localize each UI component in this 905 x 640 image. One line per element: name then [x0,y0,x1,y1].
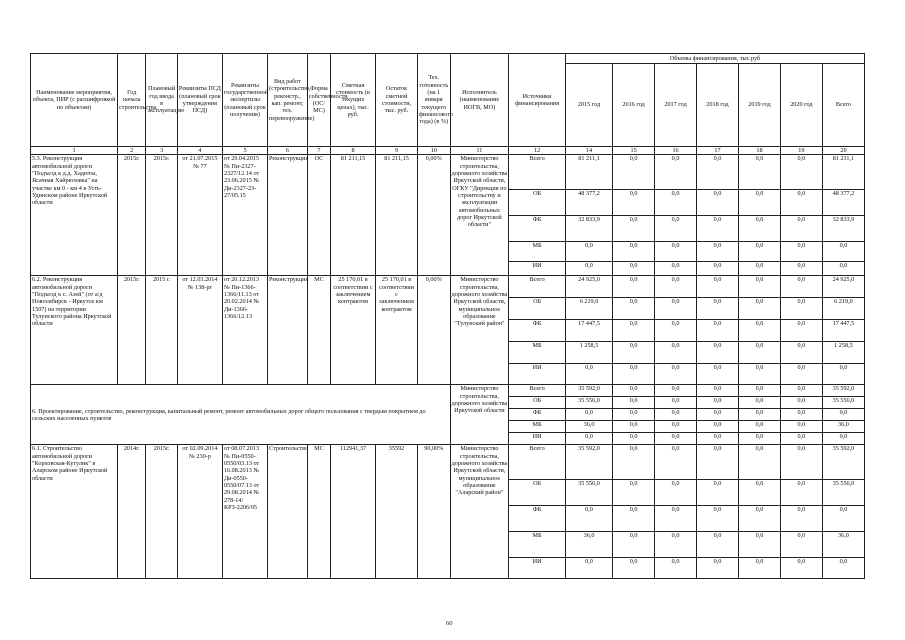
table-row [31,276,865,298]
funding-value: 1 258,5 [565,342,612,364]
funding-value: 0,0 [697,397,739,409]
funding-value: 0,0 [697,421,739,433]
funding-value: 0,0 [565,433,612,445]
funding-value: 0,0 [738,262,780,276]
funding-value: 0,0 [655,445,697,480]
funding-value: 0,0 [613,397,655,409]
funding-value: 0,0 [565,409,612,421]
funding-value: 0,0 [822,242,864,262]
header-psd: Реквизиты ПСД (плановый срок утверждения ПСД) [177,54,222,147]
funding-value: 0,0 [738,242,780,262]
funding-source: МБ [509,421,566,433]
funding-value: 6 219,0 [822,298,864,320]
column-number: 2 [118,147,146,155]
work-type: Реконструкция [268,276,308,385]
funding-value: 0,0 [738,276,780,298]
funding-value: 0,0 [697,155,739,190]
funding-value: 0,0 [613,342,655,364]
funding-source: ИИ [509,262,566,276]
funding-value: 81 211,1 [822,155,864,190]
psd-details: от 21.07.2015 № 77 [177,155,222,276]
funding-value: 0,0 [738,558,780,579]
funding-value: 0,0 [780,276,822,298]
column-number: 5 [222,147,267,155]
funding-source: Всего [509,385,566,397]
funding-value: 36,0 [822,421,864,433]
funding-source: ИИ [509,433,566,445]
funding-value: 0,0 [780,421,822,433]
column-number: 8 [330,147,375,155]
funding-value: 0,0 [780,262,822,276]
funding-value: 35 556,0 [565,480,612,506]
estimated-cost: 112941,37 [330,445,375,579]
funding-value: 0,0 [738,445,780,480]
section-row [31,385,865,397]
header-year: 2020 год [780,64,822,147]
funding-value: 0,0 [613,480,655,506]
funding-source: ФБ [509,409,566,421]
funding-value: 0,0 [738,506,780,532]
funding-value: 0,0 [613,421,655,433]
remaining-cost: 81 211,15 [376,155,418,276]
funding-value: 0,0 [655,421,697,433]
estimated-cost: 25 170,01 в соответствии с заключением контрактом [330,276,375,385]
funding-value: 0,0 [697,276,739,298]
funding-source: ФБ [509,506,566,532]
funding-source: ИИ [509,558,566,579]
funding-value: 0,0 [565,242,612,262]
funding-value: 0,0 [738,480,780,506]
header-source: Источники финансирования [509,54,566,147]
column-number: 18 [738,147,780,155]
funding-value: 36,0 [565,421,612,433]
funding-value: 35 592,0 [822,445,864,480]
header-year: Всего [822,64,864,147]
header-row [31,54,865,64]
column-number: 7 [307,147,330,155]
object-name: 5.3. Реконструкция автомобильной дороги "Подъезд к д.д. Хадюты, Ясачная Хайрюзовка" на участке км 0 - км 4 в Усть-Удинском районе Иркутской области [31,155,118,276]
section-executor: Министерство строительства, дорожного хозяйства Иркутской области [450,385,509,445]
funding-source: МБ [509,242,566,262]
funding-value: 0,0 [613,445,655,480]
funding-value: 0,0 [613,276,655,298]
funding-value: 0,0 [822,558,864,579]
funding-value: 35 592,0 [565,385,612,397]
plan-year: 2015г. [146,155,177,276]
funding-value: 0,0 [780,364,822,385]
funding-value: 24 925,0 [822,276,864,298]
funding-source: ОБ [509,298,566,320]
expertise-details: от 08.07.2013 № Пи-0550-0550/03.13 от 16.08.2013 № Ди-0550-0550/07.13 от 29.08.2014 № 278-14/КРЗ-2206/05 [222,445,267,579]
header-plan-year: Плановый год ввода в эксплуатацию [146,54,177,147]
funding-value: 0,0 [697,320,739,342]
funding-value: 0,0 [565,364,612,385]
funding-value: 35 592,0 [565,445,612,480]
funding-value: 0,0 [780,385,822,397]
funding-value: 0,0 [780,409,822,421]
funding-value: 36,0 [822,532,864,558]
funding-value: 0,0 [697,480,739,506]
funding-value: 0,0 [697,216,739,242]
funding-value: 0,0 [738,298,780,320]
funding-value: 0,0 [780,298,822,320]
header-year: 2019 год [738,64,780,147]
start-year: 2015г. [118,276,146,385]
funding-value: 0,0 [655,155,697,190]
header-year: 2016 год [613,64,655,147]
column-number: 14 [565,147,612,155]
funding-value: 0,0 [655,558,697,579]
funding-source: ОБ [509,190,566,216]
header-readiness: Тех. готовность (на 1 января текущего финансового года) (в %) [418,54,451,147]
funding-value: 0,0 [565,506,612,532]
funding-source: Всего [509,445,566,480]
funding-value: 35 592,0 [822,385,864,397]
start-year: 2015г. [118,155,146,276]
funding-value: 0,0 [655,242,697,262]
funding-value: 0,0 [655,320,697,342]
work-type: Реконструкция [268,155,308,276]
readiness: 0,00% [418,155,451,276]
funding-value: 0,0 [613,506,655,532]
header-ownership: Форма собственности (ОС/МС) [307,54,330,147]
funding-value: 24 925,0 [565,276,612,298]
funding-value: 17 447,5 [822,320,864,342]
funding-value: 0,0 [822,409,864,421]
funding-value: 35 556,0 [822,397,864,409]
funding-source: МБ [509,342,566,364]
funding-value: 0,0 [655,433,697,445]
funding-value: 0,0 [655,216,697,242]
funding-source: Всего [509,276,566,298]
funding-value: 0,0 [613,320,655,342]
column-number: 15 [613,147,655,155]
funding-value: 0,0 [697,242,739,262]
funding-value: 17 447,5 [565,320,612,342]
funding-value: 0,0 [613,155,655,190]
funding-source: ФБ [509,320,566,342]
funding-value: 0,0 [655,262,697,276]
funding-value: 0,0 [697,409,739,421]
executor: Министерство строительства, дорожного хозяйства Иркутской области, муниципальное образование "Аларский район" [450,445,509,579]
ownership: ОС [307,155,330,276]
column-number: 12 [509,147,566,155]
header-cost: Сметная стоимость (в текущих ценах), тыс. руб. [330,54,375,147]
executor: Министерство строительства, дорожного хозяйства Иркутской области, муниципальное образование "Тулунский район" [450,276,509,385]
funding-source: ОБ [509,480,566,506]
funding-value: 0,0 [697,298,739,320]
funding-value: 0,0 [738,364,780,385]
funding-value: 32 833,9 [565,216,612,242]
plan-year: 2015г. [146,445,177,579]
funding-source: ИИ [509,364,566,385]
column-number: 20 [822,147,864,155]
psd-details: от 02.09.2014 № 230-р [177,445,222,579]
header-expertise: Реквизиты государственной экспертизы (плановый срок получения) [222,54,267,147]
header-year: 2015 год [565,64,612,147]
column-number: 1 [31,147,118,155]
funding-value: 0,0 [697,262,739,276]
funding-value: 0,0 [822,262,864,276]
funding-value: 0,0 [655,342,697,364]
expertise-details: от 20.12.2013 № Пи-1366-1366/11.13 от 20.02.2014 № Ди-1366-1366/12.13 [222,276,267,385]
funding-value: 0,0 [780,397,822,409]
funding-value: 0,0 [655,409,697,421]
funding-value: 0,0 [613,242,655,262]
funding-value: 0,0 [613,364,655,385]
ownership: МС [307,445,330,579]
start-year: 2014г. [118,445,146,579]
funding-value: 0,0 [780,433,822,445]
header-executor: Исполнитель (наименование ИОГВ, МО) [450,54,509,147]
funding-value: 0,0 [738,433,780,445]
column-number: 19 [780,147,822,155]
work-type: Строительство [268,445,308,579]
funding-value: 0,0 [655,397,697,409]
column-number: 9 [376,147,418,155]
estimated-cost: 81 211,15 [330,155,375,276]
funding-value: 0,0 [613,190,655,216]
executor: Министерство строительства, дорожного хозяйства Иркутской области, ОГКУ "Дирекция по строительству и эксплуатации автомобильных дорог Иркутской области" [450,155,509,276]
ownership: МС [307,276,330,385]
funding-value: 0,0 [780,558,822,579]
funding-value: 0,0 [613,433,655,445]
funding-value: 32 833,9 [822,216,864,242]
header-year: 2017 год [655,64,697,147]
funding-value: 0,0 [822,364,864,385]
funding-value: 0,0 [655,364,697,385]
funding-value: 0,0 [780,445,822,480]
readiness: 0,00% [418,276,451,385]
funding-value: 48 377,2 [565,190,612,216]
section-title: 6. Проектирование, строительство, реконструкция, капитальный ремонт, ремонт автомобильных дорог общего пользования с твердым покрытием до сельских населенных пунктов [31,385,451,445]
funding-value: 0,0 [655,385,697,397]
funding-value: 0,0 [697,445,739,480]
funding-value: 0,0 [613,532,655,558]
readiness: 90,00% [418,445,451,579]
funding-value: 0,0 [738,421,780,433]
funding-value: 0,0 [738,397,780,409]
funding-value: 0,0 [738,342,780,364]
funding-value: 0,0 [780,155,822,190]
column-number: 6 [268,147,308,155]
funding-value: 0,0 [697,532,739,558]
funding-value: 0,0 [822,433,864,445]
funding-value: 0,0 [697,506,739,532]
funding-source: ОБ [509,397,566,409]
funding-value: 0,0 [780,190,822,216]
funding-value: 0,0 [738,190,780,216]
funding-value: 0,0 [738,532,780,558]
column-number: 10 [418,147,451,155]
funding-value: 0,0 [738,216,780,242]
funding-source: ФБ [509,216,566,242]
remaining-cost: 35592 [376,445,418,579]
column-number: 16 [655,147,697,155]
funding-value: 0,0 [780,342,822,364]
funding-value: 0,0 [697,342,739,364]
funding-value: 0,0 [613,409,655,421]
funding-value: 0,0 [655,190,697,216]
column-number: 11 [450,147,509,155]
funding-source: МБ [509,532,566,558]
funding-value: 48 377,2 [822,190,864,216]
column-number: 17 [697,147,739,155]
funding-value: 0,0 [697,433,739,445]
funding-value: 0,0 [697,385,739,397]
remaining-cost: 25 170,01 в соответствии с заключением контрактом [376,276,418,385]
header-year: 2018 год [697,64,739,147]
funding-value: 0,0 [697,364,739,385]
funding-value: 35 556,0 [565,397,612,409]
header-remaining: Остаток сметной стоимости, тыс. руб. [376,54,418,147]
header-start-year: Год начала строительства [118,54,146,147]
header-work-type: Вид работ (строительство, реконстр., кап. ремонт, тех. перевооружение) [268,54,308,147]
funding-value: 0,0 [613,298,655,320]
funding-value: 81 211,1 [565,155,612,190]
funding-value: 0,0 [613,385,655,397]
funding-value: 0,0 [780,320,822,342]
funding-value: 0,0 [655,532,697,558]
funding-value: 0,0 [822,506,864,532]
funding-value: 0,0 [738,155,780,190]
funding-value: 0,0 [780,242,822,262]
header-funding: Объемы финансирования, тыс.руб [565,54,864,64]
expertise-details: от 29.04.2015 № Пи-2327-2327/12.14 от 23.06.2015 № Ди-2327-23-27/05.15 [222,155,267,276]
funding-value: 36,0 [565,532,612,558]
column-number: 3 [146,147,177,155]
funding-value: 0,0 [780,532,822,558]
funding-value: 0,0 [565,262,612,276]
funding-value: 0,0 [738,409,780,421]
funding-value: 0,0 [697,558,739,579]
funding-value: 1 258,5 [822,342,864,364]
funding-value: 0,0 [697,190,739,216]
funding-value: 0,0 [780,216,822,242]
funding-value: 0,0 [655,480,697,506]
plan-year: 2015 г. [146,276,177,385]
funding-value: 0,0 [613,216,655,242]
object-name: 6.2. Реконструкция автомобильной дороги "Подъезд к с. Азей" (от а/д Новосибирск - Иркутск км 1507) на территории Тулунского района Иркутской области [31,276,118,385]
psd-details: от 12.03.2014 № 138-рг [177,276,222,385]
page-number: 60 [446,620,453,627]
funding-value: 35 556,0 [822,480,864,506]
funding-value: 0,0 [613,558,655,579]
funding-value: 0,0 [780,480,822,506]
table-row [31,155,865,190]
object-name: 6.1. Строительство автомобильной дороги "Корховская-Кутулик" в Аларском районе Иркутской области [31,445,118,579]
header-name: Наименование мероприятия, объекта, ПИР (с расшифровкой по объектам) [31,54,118,147]
funding-value: 0,0 [738,320,780,342]
funding-value: 0,0 [655,276,697,298]
table-row [31,445,865,480]
funding-value: 0,0 [655,506,697,532]
funding-value: 6 219,0 [565,298,612,320]
funding-value: 0,0 [738,385,780,397]
funding-value: 0,0 [565,558,612,579]
funding-value: 0,0 [780,506,822,532]
column-number: 4 [177,147,222,155]
funding-value: 0,0 [613,262,655,276]
financing-table [30,53,865,579]
funding-source: Всего [509,155,566,190]
funding-value: 0,0 [655,298,697,320]
